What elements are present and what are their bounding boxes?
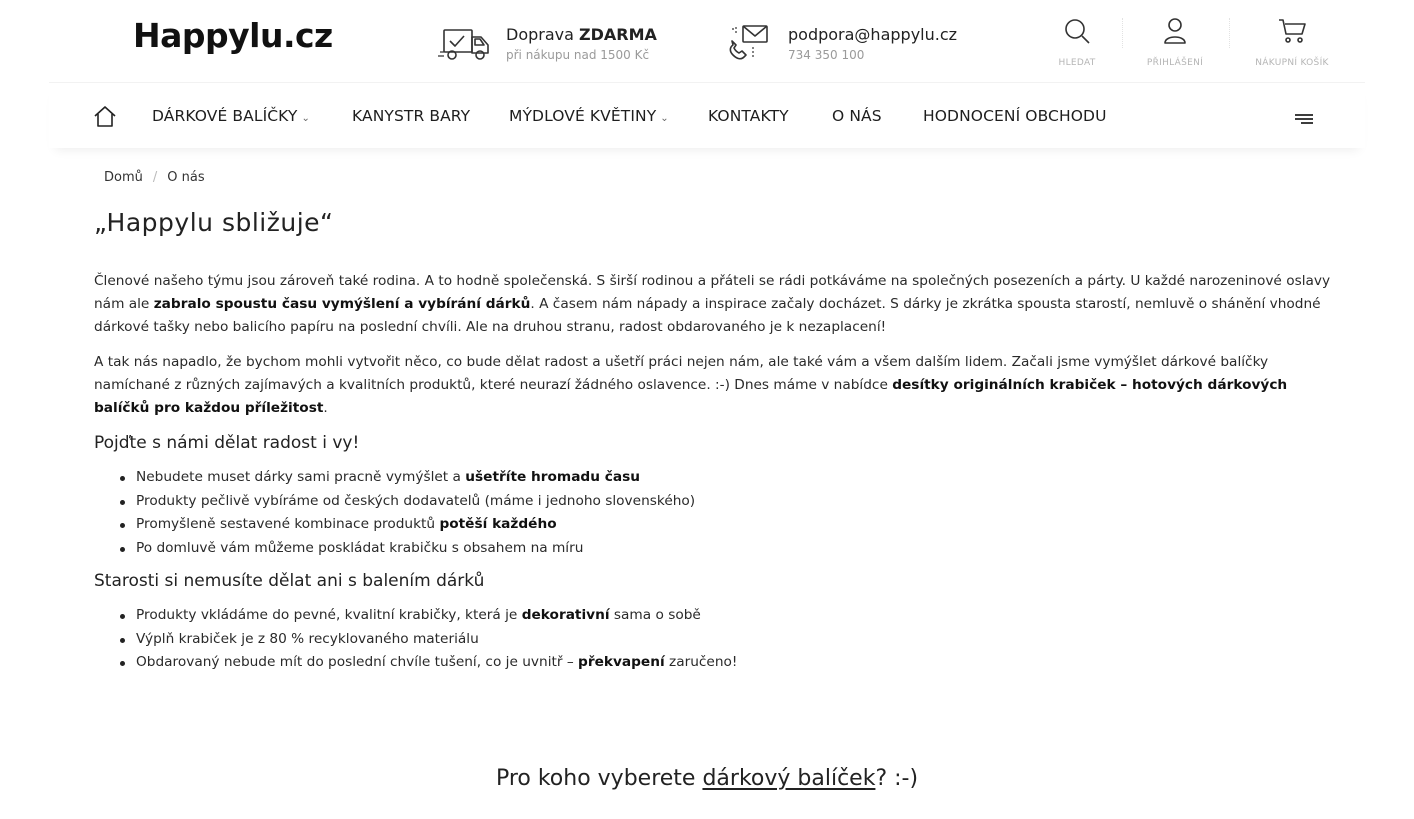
breadcrumb-current: O nás xyxy=(167,170,205,185)
home-icon[interactable] xyxy=(93,104,117,132)
free-shipping-info xyxy=(438,22,657,66)
hamburger-icon[interactable] xyxy=(1295,110,1313,129)
gift-box-link[interactable]: dárkový balíček xyxy=(702,766,876,791)
nav-item-kanystr-bary[interactable]: KANYSTR BARY xyxy=(352,107,471,125)
list-item: Nebudete muset dárky sami pracně vymýšlet a ušetříte hromadu času xyxy=(118,466,1334,490)
list-item: Produkty pečlivě vybíráme od českých dodavatelů (máme i jednoho slovenského) xyxy=(118,490,1334,514)
divider xyxy=(1122,18,1123,48)
support-phone[interactable]: 734 350 100 xyxy=(788,48,865,62)
truck-icon xyxy=(438,22,494,66)
nav-item-reviews[interactable]: HODNOCENÍ OBCHODU xyxy=(923,107,1107,125)
chevron-down-icon: ⌄ xyxy=(660,113,669,124)
nav-item-about[interactable]: O NÁS xyxy=(832,107,882,125)
search-icon xyxy=(1032,14,1122,48)
breadcrumb xyxy=(104,170,205,185)
user-icon xyxy=(1130,14,1220,48)
chevron-down-icon: ⌄ xyxy=(301,113,310,124)
list-item: Výplň krabiček je z 80 % recyklovaného materiálu xyxy=(118,628,1334,652)
list-item: Obdarovaný nebude mít do poslední chvíle tušení, co je uvnitř – překvapení zaručeno! xyxy=(118,651,1334,675)
paragraph: A tak nás napadlo, že bychom mohli vytvořit něco, co bude dělat radost a ušetří práci nejen nám, ale také vám a všem dalším lidem. Začali jsme vymýšlet dárkové balíčky namíchané z různých zajímavých a kvalitních produktů, které neurazí žádného oslavence. :-) Dnes máme v nabídce desítky originálních krabiček – hotových dárkových balíčků pro každou příležitost. xyxy=(94,354,1288,416)
main-navigation xyxy=(49,82,1365,148)
cart-button[interactable] xyxy=(1247,14,1337,68)
login-button[interactable] xyxy=(1130,14,1220,68)
packaging-list xyxy=(118,604,1334,675)
breadcrumb-home[interactable]: Domů xyxy=(104,170,143,185)
breadcrumb-separator: / xyxy=(152,170,158,185)
divider xyxy=(1229,18,1230,48)
page-title: „Happylu sbližuje“ xyxy=(94,208,334,237)
list-item: Po domluvě vám můžeme poskládat krabičku s obsahem na míru xyxy=(118,537,1334,561)
cart-label: NÁKUPNÍ KOŠÍK xyxy=(1255,58,1329,68)
login-label: PŘIHLÁŠENÍ xyxy=(1146,58,1204,68)
contact-info xyxy=(720,22,957,66)
paragraph: Členové našeho týmu jsou zároveň také rodina. A to hodně společenská. S širší rodinou a přáteli se rádi potkáváme na společných posezeních a párty. U každé narozeninové oslavy nám ale zabralo spoustu času vymýšlení a vybírání dárků. A časem nám nápady a inspirace začaly docházet. S dárky je zkrátka spousta starostí, nemluvě o shánění vhodné dárkové tašky nebo balicího papíru na poslední chvíli. Ale na druhou stranu, radost obdarovaného je k nezaplacení! xyxy=(94,273,1331,335)
search-label: HLEDAT xyxy=(1058,58,1096,68)
header xyxy=(0,0,1414,82)
benefits-list xyxy=(118,466,1334,560)
shipping-title: Doprava ZDARMA xyxy=(506,25,657,44)
list-item: Produkty vkládáme do pevné, kvalitní krabičky, která je dekorativní sama o sobě xyxy=(118,604,1334,628)
nav-item-soap-flowers[interactable]: MÝDLOVÉ KVĚTINY ⌄ xyxy=(509,107,669,125)
section-heading: Starosti si nemusíte dělat ani s balením dárků xyxy=(94,571,485,591)
site-logo[interactable]: Happylu.cz xyxy=(133,16,333,55)
about-content xyxy=(94,270,1334,685)
search-button[interactable] xyxy=(1032,14,1122,68)
support-email[interactable]: podpora@happylu.cz xyxy=(788,25,958,44)
list-item: Promyšleně sestavené kombinace produktů potěší každého xyxy=(118,513,1334,537)
mail-phone-icon xyxy=(720,22,776,66)
nav-item-gift-boxes[interactable]: DÁRKOVÉ BALÍČKY ⌄ xyxy=(152,107,310,125)
nav-item-contacts[interactable]: KONTAKTY xyxy=(708,107,789,125)
cart-icon xyxy=(1247,14,1337,48)
section-heading: Pojďte s námi dělat radost i vy! xyxy=(94,433,360,453)
shipping-condition: při nákupu nad 1500 Kč xyxy=(506,48,650,62)
call-to-action: Pro koho vyberete dárkový balíček? :-) xyxy=(495,766,919,791)
